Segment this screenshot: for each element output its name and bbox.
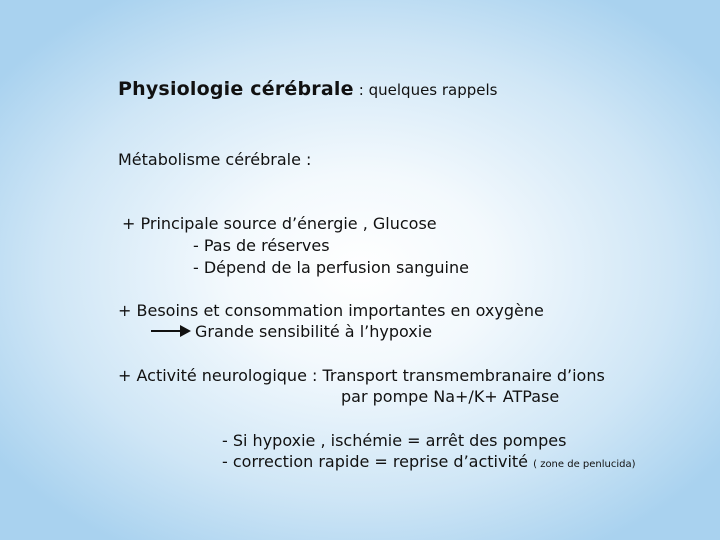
block3-item-with-note [222, 452, 636, 475]
block3-continuation: par pompe Na+/K+ ATPase [341, 387, 560, 406]
block1-item: - Pas de réserves [193, 236, 330, 255]
block3-note: ( zone de penlucida) [533, 459, 636, 470]
title-main: Physiologie cérébrale [118, 78, 354, 100]
slide-title [118, 79, 498, 100]
block3-head: + Activité neurologique : Transport transmembranaire d’ions [118, 366, 605, 385]
block1-head: + Principale source d’énergie , Glucose [122, 214, 437, 233]
right-arrow-icon [150, 324, 192, 338]
block1-item: - Dépend de la perfusion sanguine [193, 258, 469, 277]
block3-item: - correction rapide = reprise d’activité [222, 452, 529, 471]
section-heading: Métabolisme cérébrale : [118, 150, 312, 169]
block3-item: - Si hypoxie , ischémie = arrêt des pompes [222, 431, 567, 450]
title-subtitle: : quelques rappels [358, 81, 498, 99]
block2-head: + Besoins et consommation importantes en oxygène [118, 301, 544, 320]
block2-consequence: Grande sensibilité à l’hypoxie [195, 322, 433, 341]
